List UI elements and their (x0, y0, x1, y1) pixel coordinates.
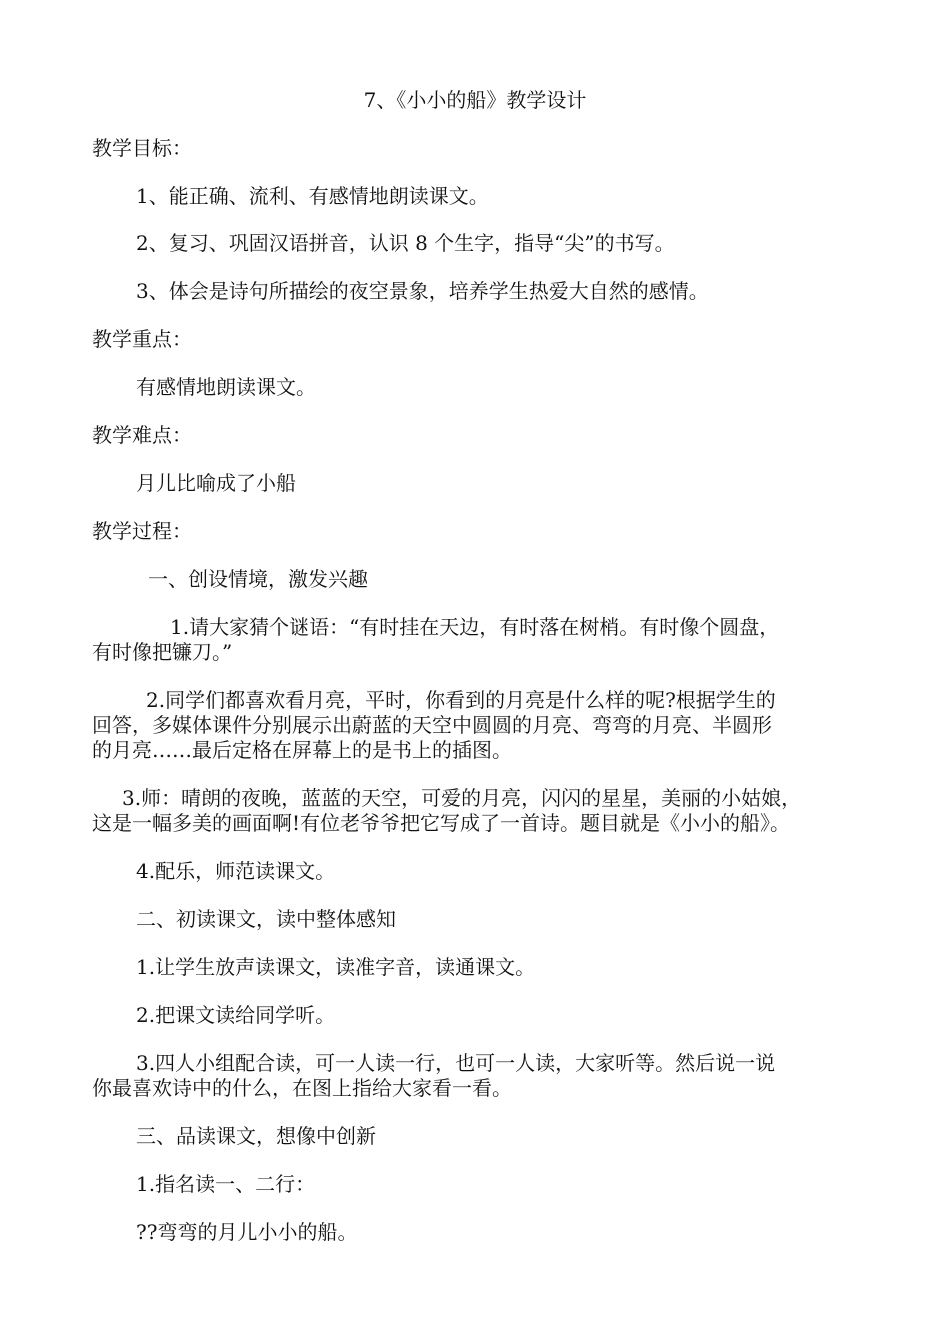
objective-item: 2、复习、巩固汉语拼音，认识 8 个生字，指导“尖”的书写。 (136, 231, 675, 255)
document-title: 7、《小小的船》教学设计 (363, 88, 587, 112)
key-heading: 教学重点： (92, 327, 192, 351)
paragraph-line: 3.师：晴朗的夜晚，蓝蓝的天空，可爱的月亮，闪闪的星星，美丽的小姑娘， (122, 786, 802, 810)
objective-item: 1、能正确、流利、有感情地朗读课文。 (136, 184, 489, 208)
paragraph-line: 回答，多媒体课件分别展示出蔚蓝的天空中圆圆的月亮、弯弯的月亮、半圆形 (92, 713, 772, 737)
difficult-point: 月儿比喻成了小船 (136, 471, 296, 495)
objectives-heading: 教学目标： (92, 136, 192, 160)
objective-item: 3、体会是诗句所描绘的夜空景象，培养学生热爱大自然的感情。 (136, 279, 709, 303)
poem-quote: ??弯弯的月儿小小的船。 (136, 1220, 358, 1244)
paragraph-line: 4.配乐，师范读课文。 (136, 859, 336, 883)
paragraph-line: 2.把课文读给同学听。 (136, 1003, 336, 1027)
paragraph-line: 的月亮……最后定格在屏幕上的是书上的插图。 (92, 738, 512, 762)
paragraph-line: 你最喜欢诗中的什么，在图上指给大家看一看。 (92, 1076, 512, 1100)
paragraph-line: 1.让学生放声读课文，读准字音，读通课文。 (136, 955, 536, 979)
paragraph-line: 3.四人小组配合读，可一人读一行，也可一人读，大家听等。然后说一说 (136, 1051, 776, 1075)
paragraph-line: 1.请大家猜个谜语：“有时挂在天边，有时落在树梢。有时像个圆盘， (170, 615, 780, 639)
section-title: 一、创设情境，激发兴趣 (148, 567, 368, 591)
paragraph-line: 2.同学们都喜欢看月亮，平时，你看到的月亮是什么样的呢?根据学生的 (146, 688, 776, 712)
difficult-heading: 教学难点： (92, 423, 192, 447)
paragraph-line: 1.指名读一、二行： (136, 1172, 316, 1196)
section-title: 三、品读课文，想像中创新 (136, 1124, 376, 1148)
process-heading: 教学过程： (92, 519, 192, 543)
key-point: 有感情地朗读课文。 (136, 375, 316, 399)
section-title: 二、初读课文，读中整体感知 (136, 907, 396, 931)
paragraph-line: 这是一幅多美的画面啊!有位老爷爷把它写成了一首诗。题目就是《小小的船》。 (92, 811, 791, 835)
paragraph-line: 有时像把镰刀。” (92, 640, 233, 664)
